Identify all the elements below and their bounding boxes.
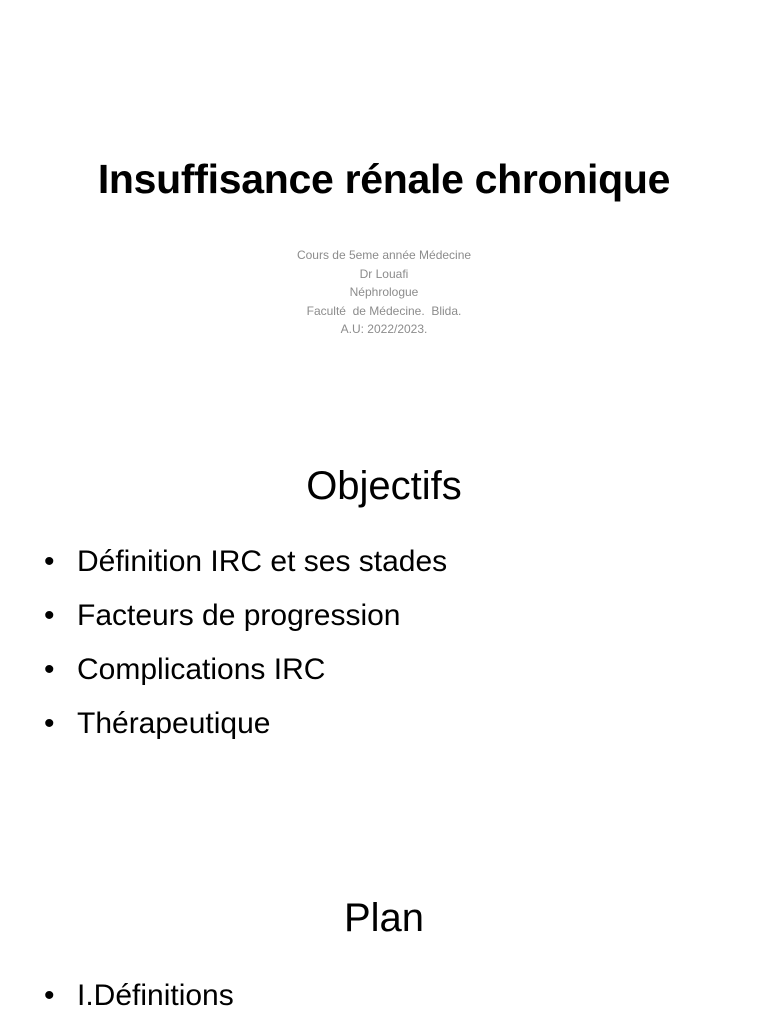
subtitle-line-academic-year: A.U: 2022/2023. xyxy=(340,322,428,336)
subtitle-line-specialty: Néphrologue xyxy=(349,285,419,299)
list-item-text: Thérapeutique xyxy=(77,707,271,740)
list-item xyxy=(44,704,447,758)
list-item xyxy=(44,976,234,1030)
subtitle-line-course: Cours de 5eme année Médecine xyxy=(296,248,472,262)
objectives-list xyxy=(44,542,447,758)
plan-heading: Plan xyxy=(343,896,425,940)
slide-subtitle xyxy=(0,246,768,339)
objectives-heading: Objectifs xyxy=(306,464,462,508)
bullet-icon: • xyxy=(44,545,55,578)
bullet-icon: • xyxy=(44,653,55,686)
list-item xyxy=(44,596,447,650)
bullet-icon: • xyxy=(44,707,55,740)
list-item-text: Définition IRC et ses stades xyxy=(77,545,448,578)
list-item-text: I.Définitions xyxy=(77,979,234,1012)
objectives-slide xyxy=(0,430,768,860)
subtitle-line-author: Dr Louafi xyxy=(359,266,409,281)
plan-slide xyxy=(0,860,768,1024)
list-item xyxy=(44,650,447,704)
slide-title: Insuffisance rénale chronique xyxy=(97,156,671,202)
subtitle-line-faculty: Faculté de Médecine. Blida. xyxy=(306,303,462,318)
bullet-icon: • xyxy=(44,599,55,632)
plan-list xyxy=(44,976,234,1030)
bullet-icon: • xyxy=(44,979,55,1012)
list-item-text: Complications IRC xyxy=(77,653,326,686)
list-item-text: Facteurs de progression xyxy=(77,599,401,632)
list-item xyxy=(44,542,447,596)
title-slide xyxy=(0,0,768,430)
